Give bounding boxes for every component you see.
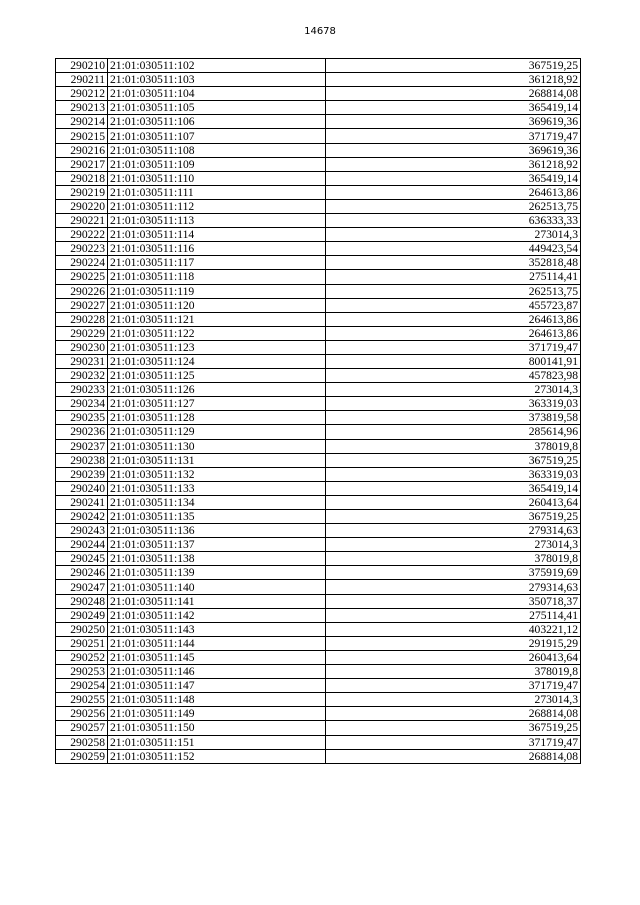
cadastral-number-cell: 21:01:030511:122 — [108, 326, 326, 340]
row-number-cell: 290254 — [56, 679, 108, 693]
table-row — [56, 256, 581, 270]
cadastral-number-cell: 21:01:030511:118 — [108, 270, 326, 284]
row-number-cell: 290211 — [56, 73, 108, 87]
table-row — [56, 735, 581, 749]
row-number-cell: 290224 — [56, 256, 108, 270]
value-cell: 363319,03 — [326, 467, 581, 481]
table-row — [56, 594, 581, 608]
value-cell: 361218,92 — [326, 73, 581, 87]
value-cell: 457823,98 — [326, 369, 581, 383]
row-number-cell: 290228 — [56, 312, 108, 326]
cadastral-number-cell: 21:01:030511:124 — [108, 354, 326, 368]
table-row — [56, 566, 581, 580]
row-number-cell: 290229 — [56, 326, 108, 340]
value-cell: 273014,3 — [326, 383, 581, 397]
value-cell: 449423,54 — [326, 242, 581, 256]
cadastral-number-cell: 21:01:030511:121 — [108, 312, 326, 326]
cadastral-number-cell: 21:01:030511:149 — [108, 707, 326, 721]
cadastral-value-table — [55, 58, 581, 764]
page-number: 14678 — [304, 26, 336, 37]
cadastral-number-cell: 21:01:030511:138 — [108, 552, 326, 566]
cadastral-number-cell: 21:01:030511:132 — [108, 467, 326, 481]
cadastral-number-cell: 21:01:030511:110 — [108, 171, 326, 185]
value-cell: 291915,29 — [326, 636, 581, 650]
table-row — [56, 425, 581, 439]
table-row — [56, 87, 581, 101]
cadastral-number-cell: 21:01:030511:108 — [108, 143, 326, 157]
cadastral-number-cell: 21:01:030511:104 — [108, 87, 326, 101]
row-number-cell: 290252 — [56, 650, 108, 664]
cadastral-number-cell: 21:01:030511:127 — [108, 397, 326, 411]
row-number-cell: 290230 — [56, 340, 108, 354]
row-number-cell: 290218 — [56, 171, 108, 185]
value-cell: 367519,25 — [326, 453, 581, 467]
cadastral-number-cell: 21:01:030511:146 — [108, 665, 326, 679]
value-cell: 268814,08 — [326, 749, 581, 763]
table-row — [56, 665, 581, 679]
cadastral-number-cell: 21:01:030511:106 — [108, 115, 326, 129]
table-row — [56, 298, 581, 312]
table-row — [56, 143, 581, 157]
cadastral-number-cell: 21:01:030511:130 — [108, 439, 326, 453]
value-cell: 268814,08 — [326, 707, 581, 721]
row-number-cell: 290233 — [56, 383, 108, 397]
table-row — [56, 650, 581, 664]
cadastral-number-cell: 21:01:030511:148 — [108, 693, 326, 707]
row-number-cell: 290234 — [56, 397, 108, 411]
cadastral-number-cell: 21:01:030511:150 — [108, 721, 326, 735]
row-number-cell: 290235 — [56, 411, 108, 425]
row-number-cell: 290259 — [56, 749, 108, 763]
cadastral-number-cell: 21:01:030511:137 — [108, 538, 326, 552]
value-cell: 371719,47 — [326, 735, 581, 749]
table-row — [56, 214, 581, 228]
table-row — [56, 59, 581, 73]
table-body — [56, 59, 581, 764]
table-row — [56, 101, 581, 115]
table-row — [56, 199, 581, 213]
row-number-cell: 290226 — [56, 284, 108, 298]
value-cell: 369619,36 — [326, 115, 581, 129]
table-row — [56, 312, 581, 326]
value-cell: 365419,14 — [326, 481, 581, 495]
table-row — [56, 284, 581, 298]
row-number-cell: 290221 — [56, 214, 108, 228]
table-row — [56, 481, 581, 495]
row-number-cell: 290236 — [56, 425, 108, 439]
table-row — [56, 453, 581, 467]
value-cell: 363319,03 — [326, 397, 581, 411]
cadastral-number-cell: 21:01:030511:140 — [108, 580, 326, 594]
cadastral-number-cell: 21:01:030511:113 — [108, 214, 326, 228]
value-cell: 262513,75 — [326, 199, 581, 213]
cadastral-number-cell: 21:01:030511:143 — [108, 622, 326, 636]
table-row — [56, 228, 581, 242]
table-row — [56, 129, 581, 143]
cadastral-number-cell: 21:01:030511:151 — [108, 735, 326, 749]
row-number-cell: 290243 — [56, 524, 108, 538]
cadastral-number-cell: 21:01:030511:136 — [108, 524, 326, 538]
table-row — [56, 721, 581, 735]
row-number-cell: 290258 — [56, 735, 108, 749]
row-number-cell: 290239 — [56, 467, 108, 481]
value-cell: 268814,08 — [326, 87, 581, 101]
table-row — [56, 270, 581, 284]
table-row — [56, 354, 581, 368]
value-cell: 279314,63 — [326, 580, 581, 594]
table-row — [56, 707, 581, 721]
value-cell: 371719,47 — [326, 129, 581, 143]
value-cell: 365419,14 — [326, 171, 581, 185]
row-number-cell: 290215 — [56, 129, 108, 143]
cadastral-number-cell: 21:01:030511:119 — [108, 284, 326, 298]
cadastral-number-cell: 21:01:030511:112 — [108, 199, 326, 213]
cadastral-number-cell: 21:01:030511:144 — [108, 636, 326, 650]
table-row — [56, 185, 581, 199]
cadastral-number-cell: 21:01:030511:128 — [108, 411, 326, 425]
value-cell: 378019,8 — [326, 552, 581, 566]
table-row — [56, 383, 581, 397]
value-cell: 260413,64 — [326, 650, 581, 664]
value-cell: 455723,87 — [326, 298, 581, 312]
row-number-cell: 290212 — [56, 87, 108, 101]
row-number-cell: 290210 — [56, 59, 108, 73]
cadastral-number-cell: 21:01:030511:126 — [108, 383, 326, 397]
row-number-cell: 290246 — [56, 566, 108, 580]
cadastral-number-cell: 21:01:030511:139 — [108, 566, 326, 580]
value-cell: 264613,86 — [326, 326, 581, 340]
value-cell: 273014,3 — [326, 228, 581, 242]
row-number-cell: 290238 — [56, 453, 108, 467]
row-number-cell: 290244 — [56, 538, 108, 552]
row-number-cell: 290256 — [56, 707, 108, 721]
value-cell: 275114,41 — [326, 608, 581, 622]
row-number-cell: 290251 — [56, 636, 108, 650]
table-row — [56, 552, 581, 566]
value-cell: 260413,64 — [326, 495, 581, 509]
cadastral-number-cell: 21:01:030511:120 — [108, 298, 326, 312]
value-cell: 275114,41 — [326, 270, 581, 284]
cadastral-number-cell: 21:01:030511:109 — [108, 157, 326, 171]
value-cell: 273014,3 — [326, 538, 581, 552]
value-cell: 273014,3 — [326, 693, 581, 707]
row-number-cell: 290217 — [56, 157, 108, 171]
row-number-cell: 290223 — [56, 242, 108, 256]
row-number-cell: 290240 — [56, 481, 108, 495]
cadastral-number-cell: 21:01:030511:114 — [108, 228, 326, 242]
table-row — [56, 439, 581, 453]
table-row — [56, 538, 581, 552]
row-number-cell: 290237 — [56, 439, 108, 453]
row-number-cell: 290227 — [56, 298, 108, 312]
value-cell: 371719,47 — [326, 340, 581, 354]
value-cell: 378019,8 — [326, 665, 581, 679]
cadastral-number-cell: 21:01:030511:133 — [108, 481, 326, 495]
value-cell: 361218,92 — [326, 157, 581, 171]
table-row — [56, 622, 581, 636]
cadastral-number-cell: 21:01:030511:141 — [108, 594, 326, 608]
value-cell: 285614,96 — [326, 425, 581, 439]
table-row — [56, 510, 581, 524]
value-cell: 264613,86 — [326, 312, 581, 326]
cadastral-number-cell: 21:01:030511:116 — [108, 242, 326, 256]
table-row — [56, 749, 581, 763]
value-cell: 375919,69 — [326, 566, 581, 580]
cadastral-number-cell: 21:01:030511:152 — [108, 749, 326, 763]
value-cell: 800141,91 — [326, 354, 581, 368]
table-row — [56, 679, 581, 693]
cadastral-number-cell: 21:01:030511:102 — [108, 59, 326, 73]
table-row — [56, 340, 581, 354]
row-number-cell: 290219 — [56, 185, 108, 199]
cadastral-number-cell: 21:01:030511:131 — [108, 453, 326, 467]
cadastral-number-cell: 21:01:030511:103 — [108, 73, 326, 87]
value-cell: 279314,63 — [326, 524, 581, 538]
value-cell: 373819,58 — [326, 411, 581, 425]
value-cell: 367519,25 — [326, 59, 581, 73]
row-number-cell: 290253 — [56, 665, 108, 679]
value-cell: 367519,25 — [326, 721, 581, 735]
cadastral-number-cell: 21:01:030511:147 — [108, 679, 326, 693]
row-number-cell: 290257 — [56, 721, 108, 735]
cadastral-number-cell: 21:01:030511:135 — [108, 510, 326, 524]
cadastral-number-cell: 21:01:030511:107 — [108, 129, 326, 143]
value-cell: 371719,47 — [326, 679, 581, 693]
row-number-cell: 290220 — [56, 199, 108, 213]
table-row — [56, 115, 581, 129]
table-row — [56, 524, 581, 538]
table-row — [56, 636, 581, 650]
cadastral-number-cell: 21:01:030511:125 — [108, 369, 326, 383]
row-number-cell: 290222 — [56, 228, 108, 242]
table-row — [56, 397, 581, 411]
table-row — [56, 171, 581, 185]
row-number-cell: 290242 — [56, 510, 108, 524]
row-number-cell: 290250 — [56, 622, 108, 636]
value-cell: 369619,36 — [326, 143, 581, 157]
value-cell: 350718,37 — [326, 594, 581, 608]
row-number-cell: 290245 — [56, 552, 108, 566]
row-number-cell: 290241 — [56, 495, 108, 509]
table-row — [56, 411, 581, 425]
cadastral-number-cell: 21:01:030511:111 — [108, 185, 326, 199]
table-row — [56, 73, 581, 87]
table-row — [56, 242, 581, 256]
cadastral-number-cell: 21:01:030511:145 — [108, 650, 326, 664]
row-number-cell: 290225 — [56, 270, 108, 284]
row-number-cell: 290249 — [56, 608, 108, 622]
cadastral-number-cell: 21:01:030511:117 — [108, 256, 326, 270]
cadastral-number-cell: 21:01:030511:105 — [108, 101, 326, 115]
cadastral-number-cell: 21:01:030511:134 — [108, 495, 326, 509]
table-row — [56, 580, 581, 594]
table-row — [56, 495, 581, 509]
row-number-cell: 290232 — [56, 369, 108, 383]
table-row — [56, 693, 581, 707]
value-cell: 367519,25 — [326, 510, 581, 524]
value-cell: 403221,12 — [326, 622, 581, 636]
value-cell: 264613,86 — [326, 185, 581, 199]
row-number-cell: 290248 — [56, 594, 108, 608]
row-number-cell: 290247 — [56, 580, 108, 594]
table-row — [56, 467, 581, 481]
row-number-cell: 290231 — [56, 354, 108, 368]
row-number-cell: 290213 — [56, 101, 108, 115]
value-cell: 636333,33 — [326, 214, 581, 228]
cadastral-number-cell: 21:01:030511:142 — [108, 608, 326, 622]
table-row — [56, 326, 581, 340]
value-cell: 365419,14 — [326, 101, 581, 115]
row-number-cell: 290214 — [56, 115, 108, 129]
value-cell: 352818,48 — [326, 256, 581, 270]
cadastral-number-cell: 21:01:030511:129 — [108, 425, 326, 439]
cadastral-number-cell: 21:01:030511:123 — [108, 340, 326, 354]
table-row — [56, 369, 581, 383]
row-number-cell: 290255 — [56, 693, 108, 707]
value-cell: 262513,75 — [326, 284, 581, 298]
row-number-cell: 290216 — [56, 143, 108, 157]
table-row — [56, 157, 581, 171]
table-row — [56, 608, 581, 622]
value-cell: 378019,8 — [326, 439, 581, 453]
